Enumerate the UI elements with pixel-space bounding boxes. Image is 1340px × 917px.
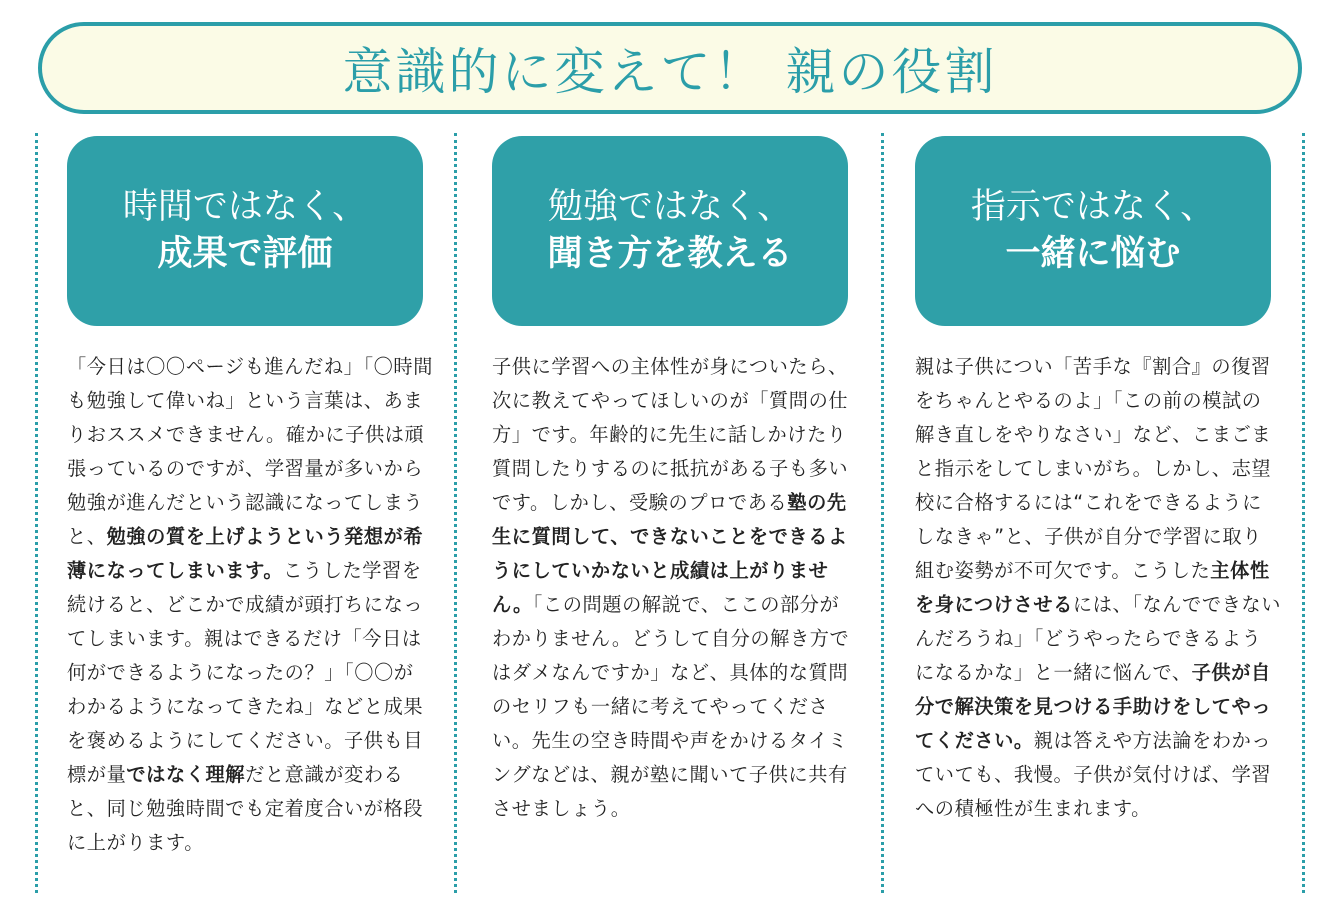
title-banner: [38, 22, 1302, 114]
dotted-divider: [454, 133, 457, 893]
column-heading: [915, 136, 1271, 326]
column-body: [492, 350, 858, 826]
column-body: [915, 350, 1281, 826]
heading-line2: 聞き方を教える: [547, 234, 793, 274]
body-emphasis-segment: 子供が自分で解決策を見つける手助けをしてやってください。: [915, 661, 1272, 752]
body-text-segment: だと意識が変わると、同じ勉強時間でも定着度合いが格段に上がります。: [67, 763, 424, 854]
dotted-divider: [35, 133, 38, 893]
heading-line1: 勉強ではなく、: [547, 187, 793, 227]
body-text-segment: 「今日は〇〇ページも進んだね」「〇時間も勉強して偉いね」という言葉は、あまりおススメできません。確かに子供は頑張っているのですが、学習量が多いから勉強が進んだという認識になってしまうと、: [67, 355, 433, 548]
body-text-segment: こうした学習を続けると、どこかで成績が頭打ちになってしまいます。親はできるだけ「今日は何ができるようになったの？」「〇〇がわかるようになってきたね」などと成果を褒めるようにしてください。子供も目標が量: [67, 559, 424, 786]
body-text-segment: 「この問題の解説で、ここの部分がわかりません。どうして自分の解き方ではダメなんですか」など、具体的な質問のセリフも一緒に考えてやってください。先生の空き時間や声をかけるタイミングなどは、親が塾に聞いて子供に共有させましょう。: [492, 593, 850, 820]
body-text-segment: 親は答えや方法論をわかっていても、我慢。子供が気付けば、学習への積極性が生まれます。: [915, 729, 1272, 820]
body-emphasis-segment: 塾の先生に質問して、できないことをできるようにしていかないと成績は上がりません。: [492, 491, 848, 616]
body-emphasis-segment: 勉強の質を上げようという発想が希薄になってしまいます。: [67, 525, 424, 582]
body-text-segment: 親は子供につい「苦手な『割合』の復習をちゃんとやるのよ」「この前の模試の解き直しをやりなさい」など、こまごまと指示をしてしまいがち。しかし、志望校に合格するには“これをできるようにしなきゃ”と、子供が自分で学習に取り組む姿勢が不可欠です。こうした: [915, 355, 1272, 582]
column-study-vs-asking: [492, 136, 864, 826]
body-text-segment: には、「なんでできないんだろうね」「どうやったらできるようになるかな」と一緒に悩んで、: [915, 593, 1281, 684]
page-title: 意識的に変えて！ 親の役割: [342, 43, 998, 101]
heading-line1: 指示ではなく、: [970, 187, 1216, 227]
column-time-vs-results: [67, 136, 439, 860]
heading-line1: 時間ではなく、: [122, 187, 368, 227]
body-text-segment: 子供に学習への主体性が身についたら、次に教えてやってほしいのが「質問の仕方」です。年齢的に先生に話しかけたり質問したりするのに抵抗がある子も多いです。しかし、受験のプロである: [492, 355, 849, 514]
column-heading: [67, 136, 423, 326]
column-heading: [492, 136, 848, 326]
column-instruct-vs-together: [915, 136, 1287, 826]
heading-line2: 一緒に悩む: [1005, 234, 1181, 274]
column-body: [67, 350, 433, 860]
body-emphasis-segment: 主体性を身につけさせる: [915, 559, 1270, 616]
heading-line2: 成果で評価: [157, 234, 333, 274]
dotted-divider: [1302, 133, 1305, 893]
body-emphasis-segment: ではなく理解: [126, 763, 246, 786]
dotted-divider: [881, 133, 884, 893]
